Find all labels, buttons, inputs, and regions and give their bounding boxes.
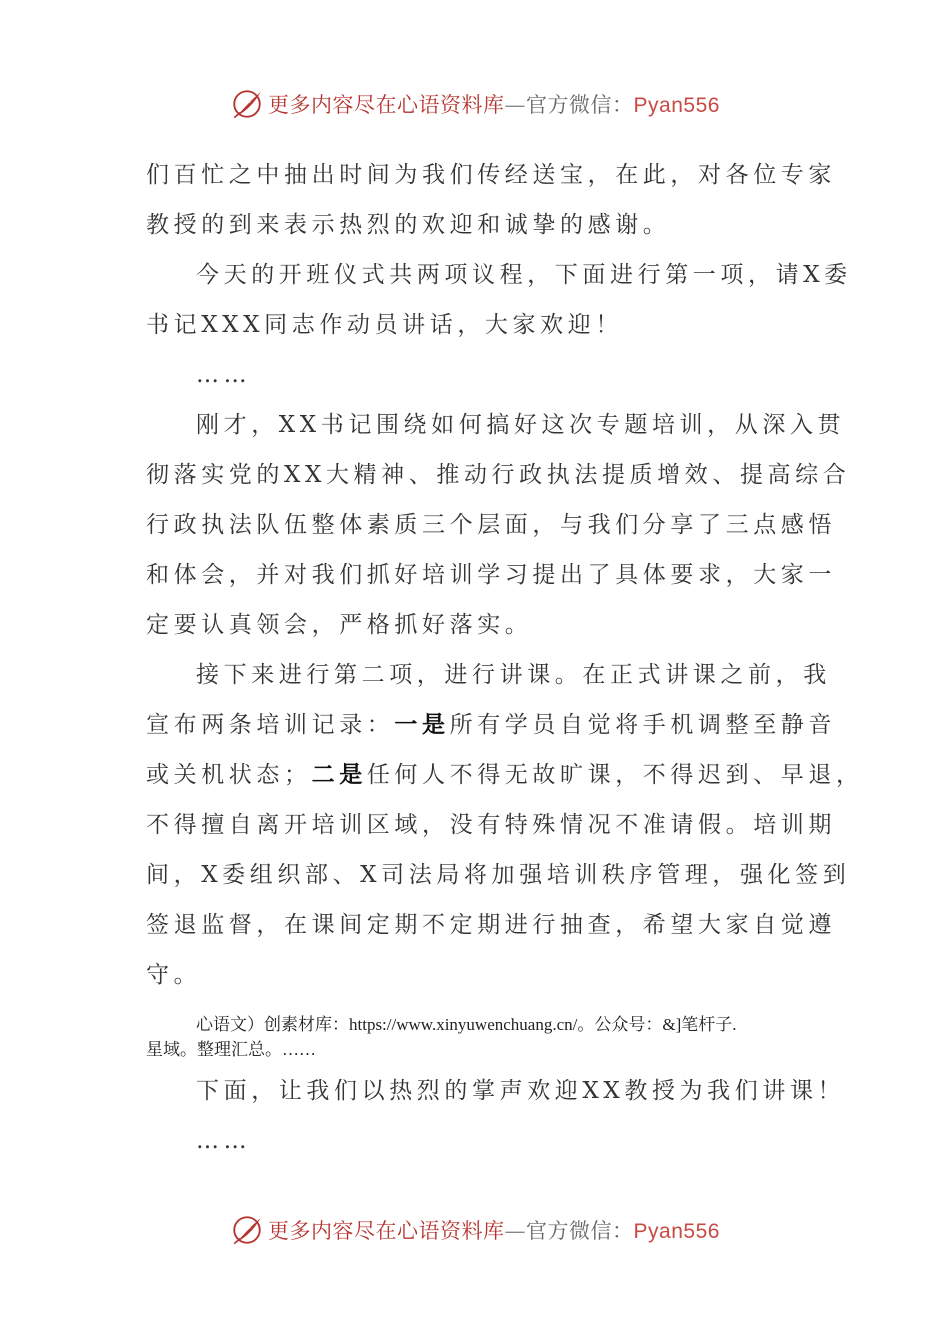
source-note-line-1: 心语文）创素材库：https://www.xinyuwenchuang.cn/。公众号：&]笔杆子. (196, 1015, 737, 1034)
banner-wechat-label: 官方微信： (526, 93, 634, 117)
paragraph-4-line-1: 接下来进行第二项，进行讲课。在正式讲课之前，我 (196, 662, 831, 688)
paragraph-4-line-2 (146, 700, 837, 750)
banner-main-text: 更多内容尽在心语资料库 (268, 93, 505, 117)
banner-main-text: 更多内容尽在心语资料库 (268, 1219, 505, 1243)
p4-emphasis-second: 二是 (311, 761, 367, 788)
banner-wechat-id: Pyan556 (633, 94, 720, 117)
footer-watermark-banner (0, 1210, 950, 1250)
paragraph-3-line-4: 和体会，并对我们抓好培训学习提出了具体要求，大家一 (146, 562, 836, 588)
document-body (146, 150, 864, 1166)
paragraph-1-line-1: 们百忙之中抽出时间为我们传经送宝，在此，对各位专家 (146, 162, 836, 188)
p4-l2-text-a: 宣布两条培训记录： (146, 712, 395, 738)
paragraph-5-line-1: 下面，让我们以热烈的掌声欢迎XX教授为我们讲课！ (196, 1078, 846, 1104)
quill-pen-logo-icon (230, 87, 264, 121)
paragraph-4-line-7: 守。 (146, 962, 202, 988)
paragraph-4-line-6: 签退监督，在课间定期不定期进行抽查，希望大家自觉遵 (146, 912, 836, 938)
paragraph-1-line-2: 教授的到来表示热烈的欢迎和诚挚的感谢。 (146, 212, 671, 238)
banner-wechat-id: Pyan556 (633, 1220, 720, 1243)
paragraph-2-line-1: 今天的开班仪式共两项议程，下面进行第一项，请X委 (196, 262, 852, 288)
p4-l2-text-c: 所有学员自觉将手机调整至静音 (449, 712, 837, 738)
paragraph-4-line-5: 间，X委组织部、X司法局将加强培训秩序管理，强化签到 (146, 862, 851, 888)
ellipsis-2: …… (196, 1128, 252, 1154)
banner-text (268, 89, 720, 119)
banner-separator: — (504, 1219, 527, 1243)
paragraph-3-line-2: 彻落实党的XX大精神、推动行政执法提质增效、提高综合 (146, 462, 851, 488)
paragraph-3-line-1: 刚才，XX书记围绕如何搞好这次专题培训，从深入贯 (196, 412, 846, 438)
paragraph-4-line-3 (146, 750, 864, 800)
paragraph-2-line-2: 书记XXX同志作动员讲话，大家欢迎！ (146, 312, 623, 338)
source-note-line-2: 星域。整理汇总。…… (146, 1040, 316, 1059)
paragraph-4-line-4: 不得擅自离开培训区域，没有特殊情况不准请假。培训期 (146, 812, 836, 838)
paragraph-3-line-5: 定要认真领会，严格抓好落实。 (146, 612, 533, 638)
paragraph-3-line-3: 行政执法队伍整体素质三个层面，与我们分享了三点感悟 (146, 512, 836, 538)
header-watermark-banner (0, 84, 950, 124)
banner-text (268, 1215, 720, 1245)
ellipsis-1: …… (196, 362, 252, 388)
p4-emphasis-first: 一是 (394, 711, 450, 738)
quill-pen-logo-icon (230, 1213, 264, 1247)
p4-l3-text-c: 任何人不得无故旷课，不得迟到、早退， (366, 762, 864, 788)
banner-separator: — (504, 93, 527, 117)
p4-l3-text-a: 或关机状态； (146, 762, 312, 788)
banner-wechat-label: 官方微信： (526, 1219, 634, 1243)
